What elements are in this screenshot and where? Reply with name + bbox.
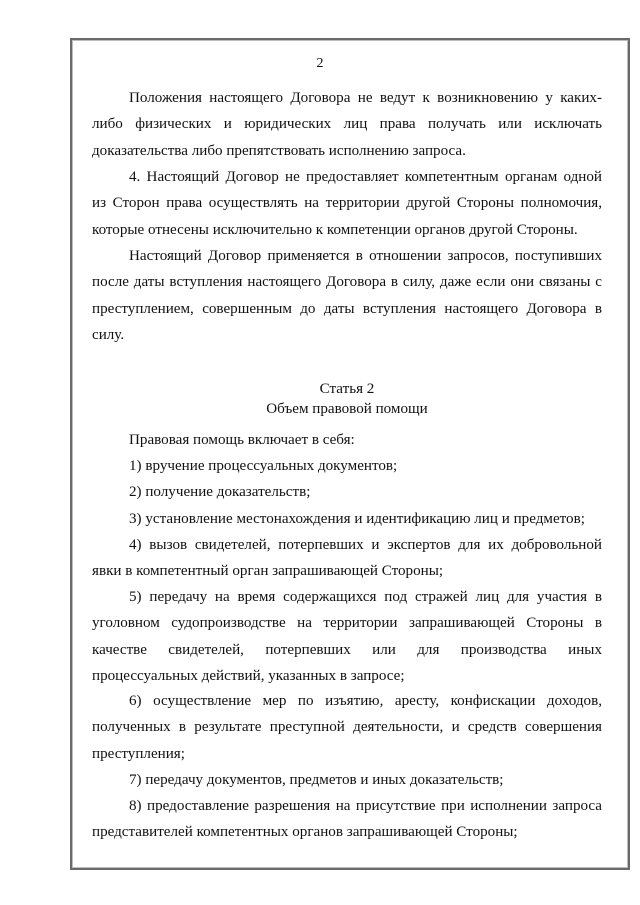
list-item: 3) установление местонахождения и идентификацию лиц и предметов; [129, 511, 585, 527]
list-item: 6) осуществление мер по изъятию, аресту, конфискации доходов, полученных в результате преступной деятельности, и средств совершения преступления; [92, 693, 602, 762]
list-item: 4) вызов свидетелей, потерпевших и экспертов для их добровольной явки в компетентный орган запрашивающей Стороны; [92, 537, 602, 580]
article-title: Объем правовой помощи [266, 401, 428, 417]
article-number: Статья 2 [319, 381, 375, 397]
list-item: 2) получение доказательств; [129, 484, 311, 500]
list-item: 5) передачу на время содержащихся под стражей лиц для участия в уголовном судопроизводстве на территории запрашивающей Стороны в качестве свидетелей, потерпевших или для производства иных процессуальных действий, указанных в запросе; [92, 589, 602, 685]
list-intro: Правовая помощь включает в себя: [129, 432, 355, 448]
list-item: 1) вручение процессуальных документов; [129, 458, 398, 474]
paragraph-provisions: Положения настоящего Договора не ведут к возникновению у каких-либо физических и юридических лиц права получать или исключать доказательства либо препятствовать исполнению запроса. [92, 90, 602, 159]
paragraph-clause-4: 4. Настоящий Договор не предоставляет компетентным органам одной из Сторон права осуществлять на территории другой Стороны полномочия, которые отнесены исключительно к компетенции органов другой Стороны. [92, 169, 602, 238]
page-number: 2 [316, 56, 324, 71]
list-item: 8) предоставление разрешения на присутствие при исполнении запроса представителей компетентных органов запрашивающей Стороны; [92, 798, 602, 841]
list-item: 7) передачу документов, предметов и иных доказательств; [129, 772, 504, 788]
paragraph-applicability: Настоящий Договор применяется в отношении запросов, поступивших после даты вступления настоящего Договора в силу, даже если они связаны с преступлением, совершенным до даты вступления настоящего Договора в силу. [92, 248, 602, 344]
